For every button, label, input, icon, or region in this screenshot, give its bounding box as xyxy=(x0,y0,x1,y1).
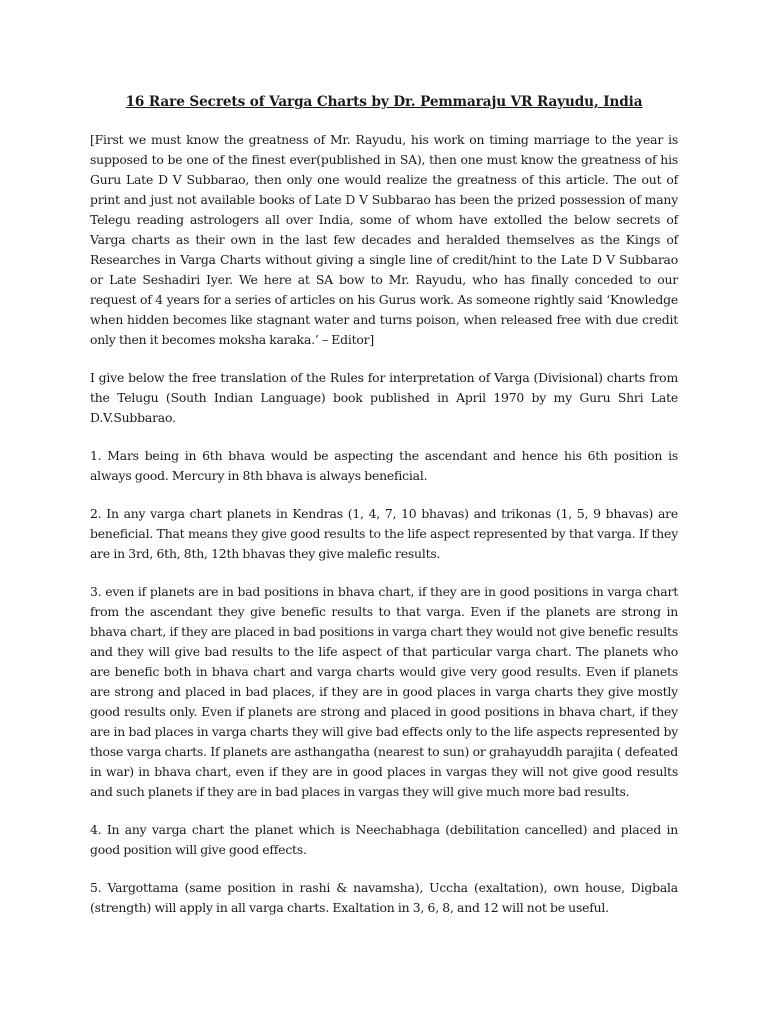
document-page xyxy=(90,92,678,936)
rule-5-paragraph: 5. Vargottama (same position in rashi & navamsha), Uccha (exaltation), own house, Digbala (strength) will apply in all varga charts. Exaltation in 3, 6, 8, and 12 will not be useful. xyxy=(90,880,678,915)
rule-2-paragraph: 2. In any varga chart planets in Kendras (1, 4, 7, 10 bhavas) and trikonas (1, 5, 9 bhavas) are beneficial. That means they give good results to the life aspect represented by that varga. If they are in 3rd, 6th, 8th, 12th bhavas they give malefic results. xyxy=(90,506,678,561)
article-title: 16 Rare Secrets of Varga Charts by Dr. Pemmaraju VR Rayudu, India xyxy=(125,94,643,110)
rule-3-paragraph: 3. even if planets are in bad positions in bhava chart, if they are in good positions in varga chart from the ascendant they give benefic results to that varga. Even if the planets are strong in bhava chart, if they are placed in bad positions in varga chart they would not give benefic results and they will give bad results to the life aspect of that particular varga chart. The planets who are benefic both in bhava chart and varga charts would give very good results. Even if planets are strong and placed in bad places, if they are in good places in varga charts they give mostly good results only. Even if planets are strong and placed in good positions in bhava chart, if they are in bad places in varga charts they will give bad effects only to the life aspects represented by those varga charts. If planets are asthangatha (nearest to sun) or grahayuddh parajita ( defeated in war) in bhava chart, even if they are in good places in vargas they will not give good results and such planets if they are in bad places in vargas they will give much more bad results. xyxy=(90,584,678,799)
translation-note-paragraph: I give below the free translation of the Rules for interpretation of Varga (Divisional) charts from the Telugu (South Indian Language) book published in April 1970 by my Guru Shri Late D.V.Subbarao. xyxy=(90,370,678,425)
editor-intro-paragraph: [First we must know the greatness of Mr. Rayudu, his work on timing marriage to the year is supposed to be one of the finest ever(published in SA), then one must know the greatness of his Guru Late D V Subbarao, then only one would realize the greatness of this article. The out of print and just not available books of Late D V Subbarao has been the prized possession of many Telegu reading astrologers all over India, some of whom have extolled the below secrets of Varga charts as their own in the last few decades and heralded themselves as the Kings of Researches in Varga Charts without giving a single line of credit/hint to the Late D V Subbarao or Late Seshadiri Iyer. We here at SA bow to Mr. Rayudu, who has finally conceded to our request of 4 years for a series of articles on his Gurus work. As someone rightly said ‘Knowledge when hidden becomes like stagnant water and turns poison, when released free with due credit only then it becomes moksha karaka.’ – Editor] xyxy=(90,132,678,347)
rule-1-paragraph: 1. Mars being in 6th bhava would be aspecting the ascendant and hence his 6th position is always good. Mercury in 8th bhava is always beneficial. xyxy=(90,448,678,483)
rule-4-paragraph: 4. In any varga chart the planet which is Neechabhaga (debilitation cancelled) and placed in good position will give good effects. xyxy=(90,822,678,857)
